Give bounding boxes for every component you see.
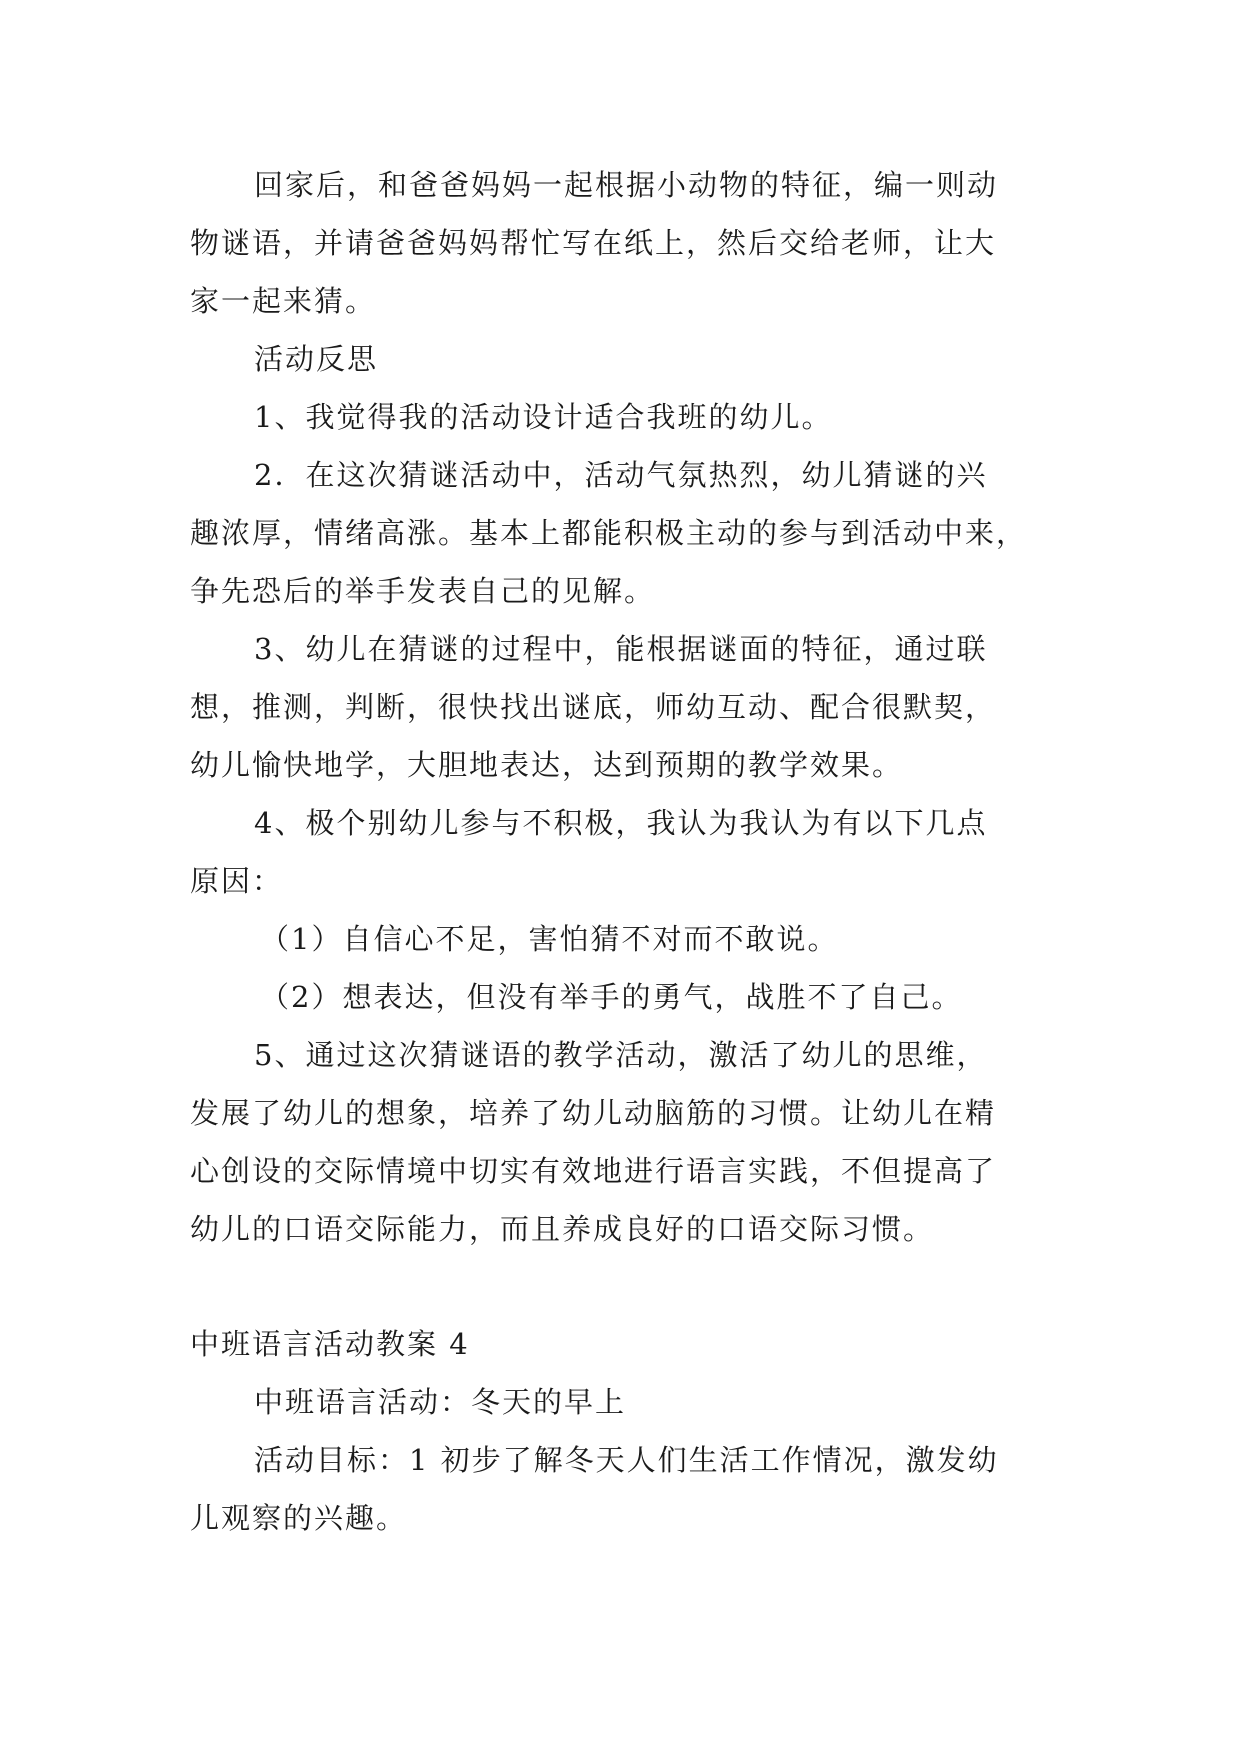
text-line: 4、极个别幼儿参与不积极，我认为我认为有以下几点 — [254, 806, 988, 840]
text-line: 趣浓厚，情绪高涨。基本上都能积极主动的参与到活动中来， — [190, 516, 1028, 550]
text-line: 发展了幼儿的想象，培养了幼儿动脑筋的习惯。让幼儿在精 — [190, 1096, 997, 1130]
text-line: 幼儿愉快地学，大胆地表达，达到预期的教学效果。 — [190, 748, 904, 782]
reason-item-1 — [190, 910, 1058, 968]
text-line: 3、幼儿在猜谜的过程中，能根据谜面的特征，通过联 — [254, 632, 988, 666]
section-title — [190, 1315, 1058, 1373]
text-line: 幼儿的口语交际能力，而且养成良好的口语交际习惯。 — [190, 1212, 935, 1246]
homework-paragraph — [190, 156, 1058, 330]
text-line: 1、我觉得我的活动设计适合我班的幼儿。 — [254, 400, 833, 434]
text-line: 家一起来猜。 — [190, 284, 377, 318]
text-line: 活动目标：1 初步了解冬天人们生活工作情况，激发幼 — [254, 1443, 999, 1477]
reason-item-2 — [190, 968, 1058, 1026]
text-line: 原因： — [190, 864, 284, 898]
text-line: 儿观察的兴趣。 — [190, 1501, 408, 1535]
text-line: 5、通过这次猜谜语的教学活动，激活了幼儿的思维， — [254, 1038, 988, 1072]
text-line: 争先恐后的举手发表自己的见解。 — [190, 574, 656, 608]
text-line: 心创设的交际情境中切实有效地进行语言实践，不但提高了 — [190, 1154, 997, 1188]
text-line: 2．在这次猜谜活动中，活动气氛热烈，幼儿猜谜的兴 — [254, 458, 988, 492]
reflection-item-2 — [190, 446, 1058, 620]
section-title-text: 中班语言活动教案 4 — [190, 1327, 470, 1361]
reflection-heading — [190, 330, 1058, 388]
reflection-item-1 — [190, 388, 1058, 446]
reflection-item-3 — [190, 620, 1058, 794]
reflection-item-4 — [190, 794, 1058, 910]
text-line: （2）想表达，但没有举手的勇气，战胜不了自己。 — [260, 980, 963, 1014]
activity-title-text: 中班语言活动：冬天的早上 — [254, 1385, 627, 1419]
text-line: 物谜语，并请爸爸妈妈帮忙写在纸上，然后交给老师，让大 — [190, 226, 997, 260]
activity-goals — [190, 1431, 1058, 1547]
text-line: （1）自信心不足，害怕猜不对而不敢说。 — [260, 922, 839, 956]
text-line: 想，推测，判断，很快找出谜底，师幼互动、配合很默契， — [190, 690, 997, 724]
text-line: 活动反思 — [254, 342, 379, 376]
text-line: 回家后，和爸爸妈妈一起根据小动物的特征，编一则动 — [254, 168, 999, 202]
activity-title — [190, 1373, 1058, 1431]
reflection-item-5 — [190, 1026, 1058, 1258]
